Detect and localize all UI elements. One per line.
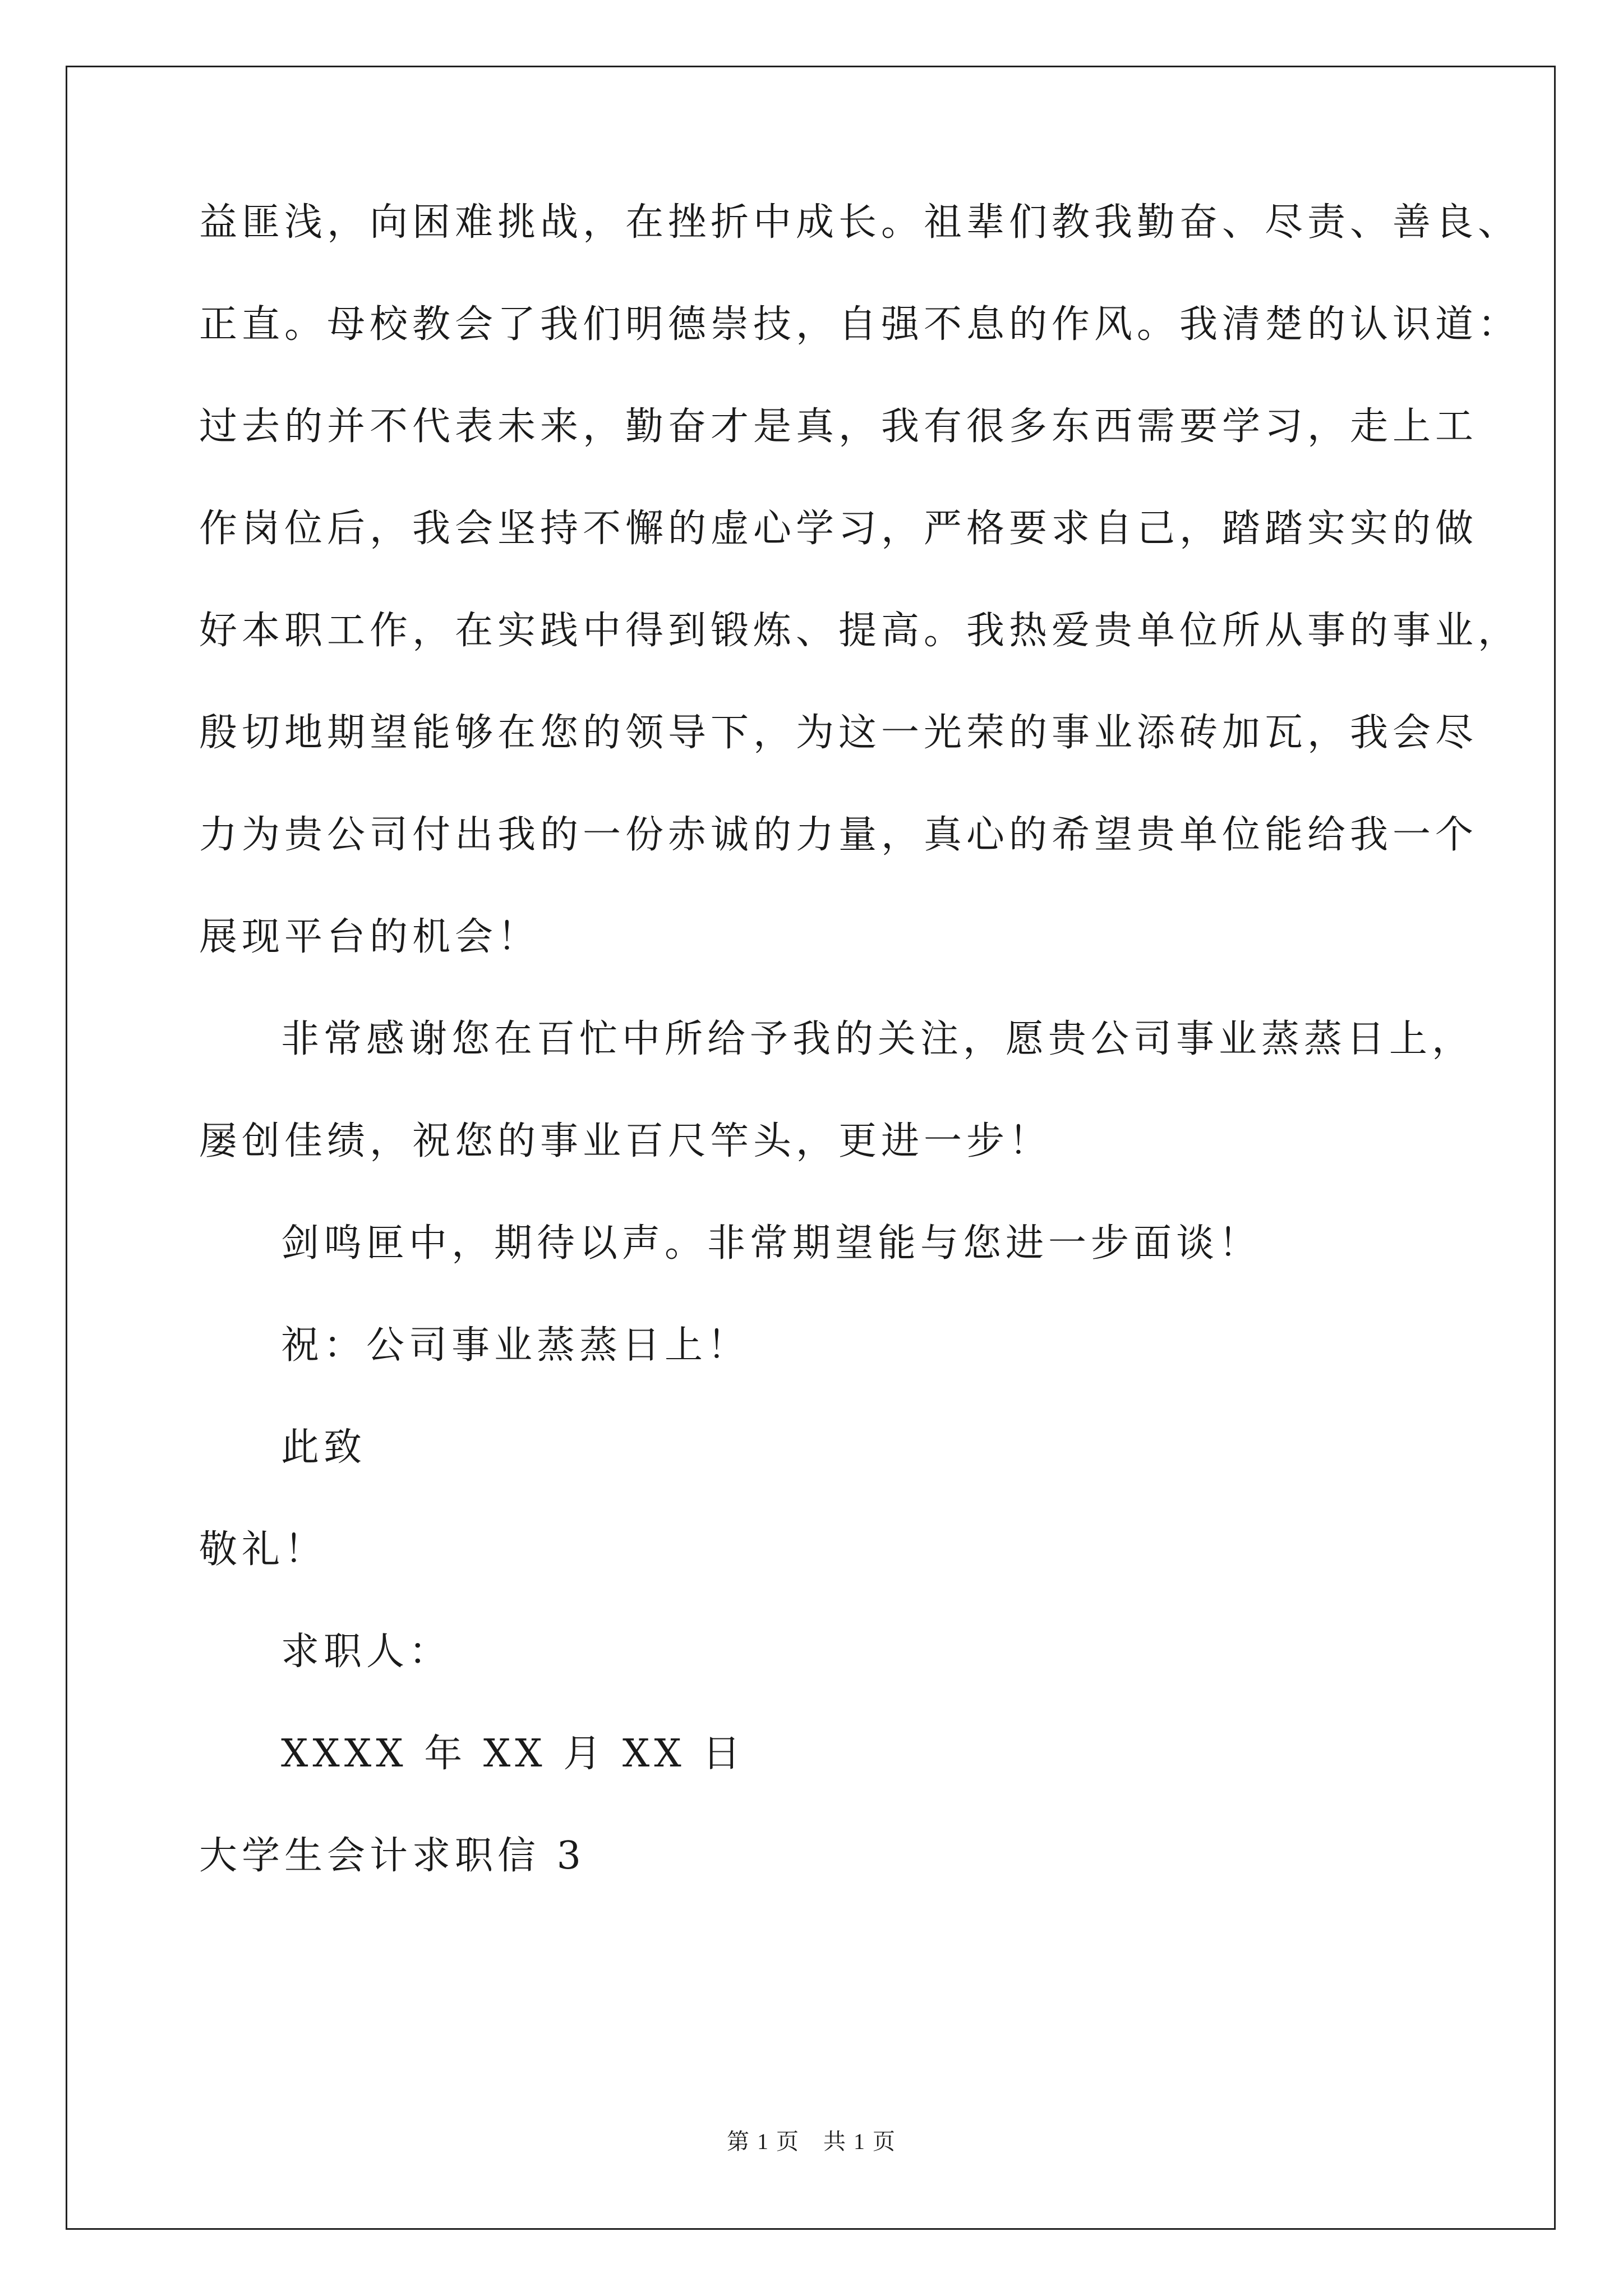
text-line: 展现平台的机会！: [199, 915, 541, 959]
salutation-closing: 此致: [281, 1425, 367, 1470]
text-line: 作岗位后，我会坚持不懈的虚心学习，严格要求自己，踏踏实实的做: [199, 507, 1478, 551]
page-footer: 第 1 页 共 1 页: [727, 2129, 896, 2154]
text-line: 正直。母校教会了我们明德崇技，自强不息的作风。我清楚的认识道：: [199, 302, 1521, 347]
text-line: 好本职工作，在实践中得到锻炼、提高。我热爱贵单位所从事的事业，: [199, 609, 1521, 653]
text-line: 益匪浅，向困难挑战，在挫折中成长。祖辈们教我勤奋、尽责、善良、: [199, 200, 1521, 245]
closing-wish: 祝：公司事业蒸蒸日上！: [281, 1323, 750, 1368]
text-line: 屡创佳绩，祝您的事业百尺竿头，更进一步！: [199, 1119, 1052, 1163]
signature-date: XXXX 年 XX 月 XX 日: [281, 1732, 745, 1776]
signature-applicant: 求职人：: [281, 1630, 452, 1674]
salutation-respect: 敬礼！: [199, 1527, 328, 1572]
paragraph-start-line: 剑鸣匣中，期待以声。非常期望能与您进一步面谈！: [281, 1221, 1262, 1266]
text-line: 殷切地期望能够在您的领导下，为这一光荣的事业添砖加瓦，我会尽: [199, 711, 1478, 755]
section-heading: 大学生会计求职信 3: [199, 1834, 585, 1878]
text-line: 过去的并不代表未来，勤奋才是真，我有很多东西需要学习，走上工: [199, 404, 1478, 449]
paragraph-start-line: 非常感谢您在百忙中所给予我的关注，愿贵公司事业蒸蒸日上，: [281, 1017, 1475, 1061]
text-line: 力为贵公司付出我的一份赤诚的力量，真心的希望贵单位能给我一个: [199, 813, 1478, 857]
